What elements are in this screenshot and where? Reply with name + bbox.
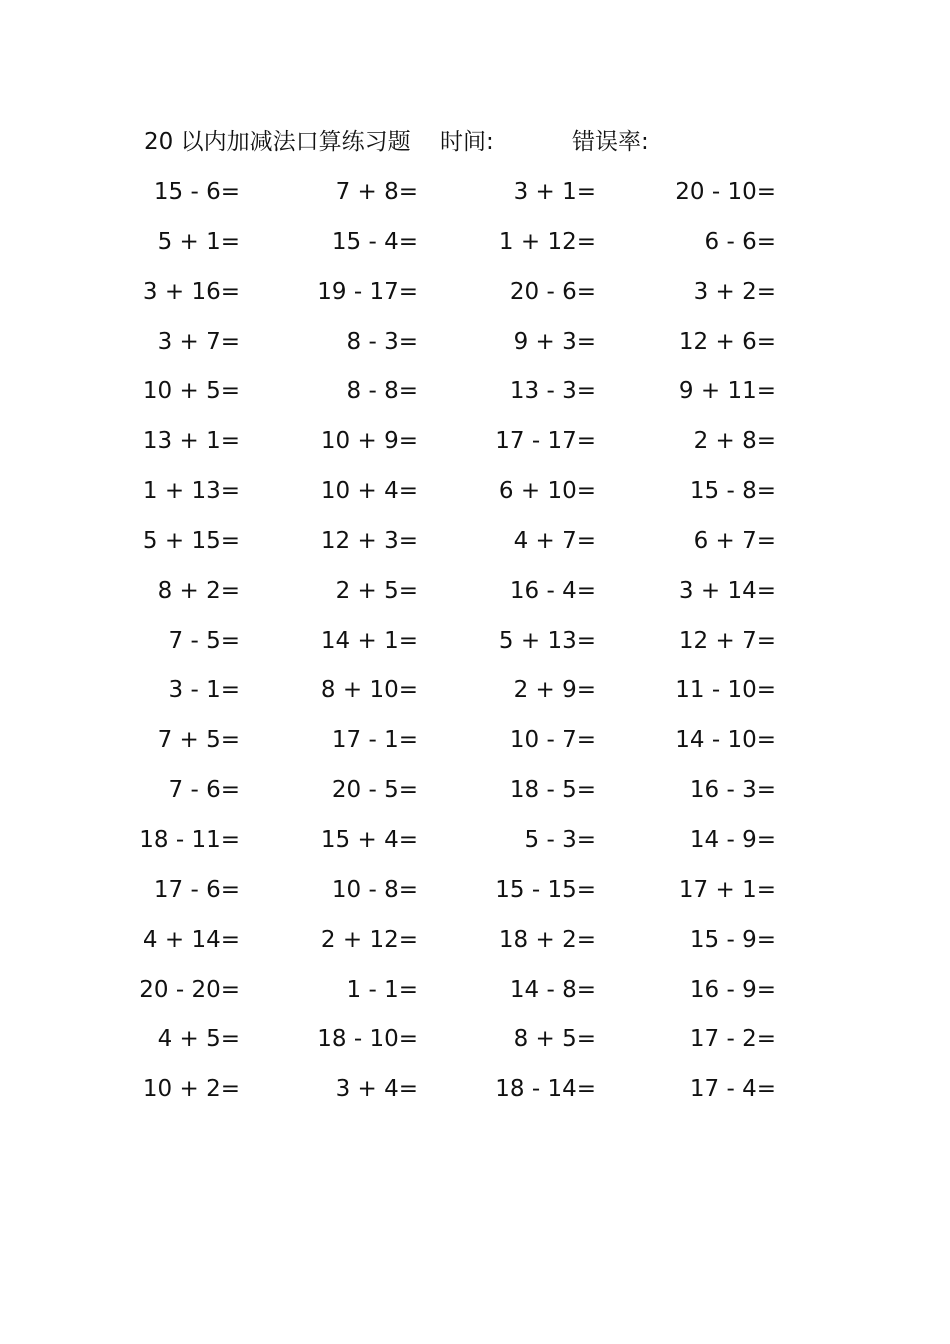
problem-row xyxy=(0,322,950,372)
problem-row xyxy=(0,770,950,820)
arithmetic-problem: 8 + 2= xyxy=(157,577,240,604)
worksheet-header xyxy=(144,124,704,160)
problem-row xyxy=(0,1069,950,1119)
arithmetic-problem: 14 - 9= xyxy=(689,826,776,853)
arithmetic-problem: 17 + 1= xyxy=(678,876,776,903)
arithmetic-problem: 12 + 3= xyxy=(320,527,418,554)
arithmetic-problem: 10 + 2= xyxy=(142,1076,240,1103)
problem-row xyxy=(0,670,950,720)
problem-row xyxy=(0,820,950,870)
problem-row xyxy=(0,421,950,471)
arithmetic-problem: 10 - 8= xyxy=(331,876,418,903)
arithmetic-problem: 17 - 1= xyxy=(331,727,418,754)
problem-row xyxy=(0,920,950,970)
arithmetic-problem: 20 - 6= xyxy=(509,278,596,305)
problem-row xyxy=(0,521,950,571)
arithmetic-problem: 8 + 10= xyxy=(320,677,418,704)
problem-row xyxy=(0,970,950,1020)
arithmetic-problem: 3 + 4= xyxy=(335,1076,418,1103)
arithmetic-problem: 10 - 7= xyxy=(509,727,596,754)
arithmetic-problem: 13 + 1= xyxy=(142,428,240,455)
problem-row xyxy=(0,371,950,421)
arithmetic-problem: 12 + 7= xyxy=(678,627,776,654)
arithmetic-problem: 20 - 10= xyxy=(675,179,776,205)
arithmetic-problem: 18 - 10= xyxy=(317,1026,418,1053)
arithmetic-problem: 18 - 14= xyxy=(495,1076,596,1103)
worksheet-title: 20 以内加减法口算练习题 xyxy=(144,129,411,155)
arithmetic-problem: 10 + 9= xyxy=(320,428,418,455)
arithmetic-problem: 1 + 13= xyxy=(142,478,240,505)
problem-row xyxy=(0,172,950,222)
problem-row xyxy=(0,720,950,770)
arithmetic-problem: 16 - 9= xyxy=(689,976,776,1003)
arithmetic-problem: 4 + 14= xyxy=(142,926,240,953)
arithmetic-problem: 19 - 17= xyxy=(317,278,418,305)
arithmetic-problem: 6 + 7= xyxy=(693,527,776,554)
arithmetic-problem: 15 + 4= xyxy=(320,826,418,853)
arithmetic-problem: 17 - 4= xyxy=(689,1076,776,1103)
arithmetic-problem: 17 - 17= xyxy=(495,428,596,455)
arithmetic-problem: 11 - 10= xyxy=(675,677,776,704)
arithmetic-problem: 3 - 1= xyxy=(168,677,240,704)
problem-row xyxy=(0,222,950,272)
arithmetic-problem: 3 + 14= xyxy=(678,577,776,604)
time-label: 时间: xyxy=(440,129,494,155)
arithmetic-problem: 8 - 3= xyxy=(346,328,418,355)
arithmetic-problem: 9 + 3= xyxy=(513,328,596,355)
arithmetic-problem: 7 - 6= xyxy=(168,777,240,804)
arithmetic-problem: 4 + 5= xyxy=(157,1026,240,1053)
arithmetic-problem: 5 + 13= xyxy=(498,627,596,654)
arithmetic-problem: 15 - 6= xyxy=(153,179,240,205)
arithmetic-problem: 8 + 5= xyxy=(513,1026,596,1053)
arithmetic-problem: 10 + 5= xyxy=(142,378,240,405)
arithmetic-problem: 15 - 8= xyxy=(689,478,776,505)
arithmetic-problem: 17 - 2= xyxy=(689,1026,776,1053)
arithmetic-problem: 12 + 6= xyxy=(678,328,776,355)
arithmetic-problem: 5 + 15= xyxy=(142,527,240,554)
problem-row xyxy=(0,571,950,621)
arithmetic-problem: 3 + 7= xyxy=(157,328,240,355)
arithmetic-problem: 14 - 8= xyxy=(509,976,596,1003)
arithmetic-problem: 7 + 5= xyxy=(157,727,240,754)
arithmetic-problem: 5 - 3= xyxy=(524,826,596,853)
arithmetic-problem: 1 - 1= xyxy=(346,976,418,1003)
problem-row xyxy=(0,621,950,671)
arithmetic-problem: 2 + 8= xyxy=(693,428,776,455)
arithmetic-problem: 3 + 2= xyxy=(693,278,776,305)
problem-grid xyxy=(0,172,950,1119)
arithmetic-problem: 3 + 16= xyxy=(142,278,240,305)
arithmetic-problem: 6 + 10= xyxy=(498,478,596,505)
arithmetic-problem: 20 - 5= xyxy=(331,777,418,804)
arithmetic-problem: 16 - 3= xyxy=(689,777,776,804)
error-rate-label: 错误率: xyxy=(572,129,649,155)
arithmetic-problem: 8 - 8= xyxy=(346,378,418,405)
problem-row xyxy=(0,870,950,920)
arithmetic-problem: 3 + 1= xyxy=(513,179,596,205)
arithmetic-problem: 2 + 12= xyxy=(320,926,418,953)
arithmetic-problem: 18 - 11= xyxy=(139,826,240,853)
arithmetic-problem: 9 + 11= xyxy=(678,378,776,405)
arithmetic-problem: 20 - 20= xyxy=(139,976,240,1003)
arithmetic-problem: 14 + 1= xyxy=(320,627,418,654)
problem-row xyxy=(0,272,950,322)
arithmetic-problem: 18 + 2= xyxy=(498,926,596,953)
problem-row xyxy=(0,1019,950,1069)
arithmetic-problem: 2 + 5= xyxy=(335,577,418,604)
arithmetic-problem: 17 - 6= xyxy=(153,876,240,903)
arithmetic-problem: 7 + 8= xyxy=(335,179,418,205)
arithmetic-problem: 16 - 4= xyxy=(509,577,596,604)
arithmetic-problem: 15 - 9= xyxy=(689,926,776,953)
problem-row xyxy=(0,471,950,521)
arithmetic-problem: 14 - 10= xyxy=(675,727,776,754)
arithmetic-problem: 15 - 15= xyxy=(495,876,596,903)
arithmetic-problem: 6 - 6= xyxy=(704,228,776,255)
arithmetic-problem: 4 + 7= xyxy=(513,527,596,554)
arithmetic-problem: 13 - 3= xyxy=(509,378,596,405)
arithmetic-problem: 7 - 5= xyxy=(168,627,240,654)
arithmetic-problem: 15 - 4= xyxy=(331,228,418,255)
arithmetic-problem: 2 + 9= xyxy=(513,677,596,704)
arithmetic-problem: 18 - 5= xyxy=(509,777,596,804)
arithmetic-problem: 10 + 4= xyxy=(320,478,418,505)
arithmetic-problem: 1 + 12= xyxy=(498,228,596,255)
arithmetic-problem: 5 + 1= xyxy=(157,228,240,255)
